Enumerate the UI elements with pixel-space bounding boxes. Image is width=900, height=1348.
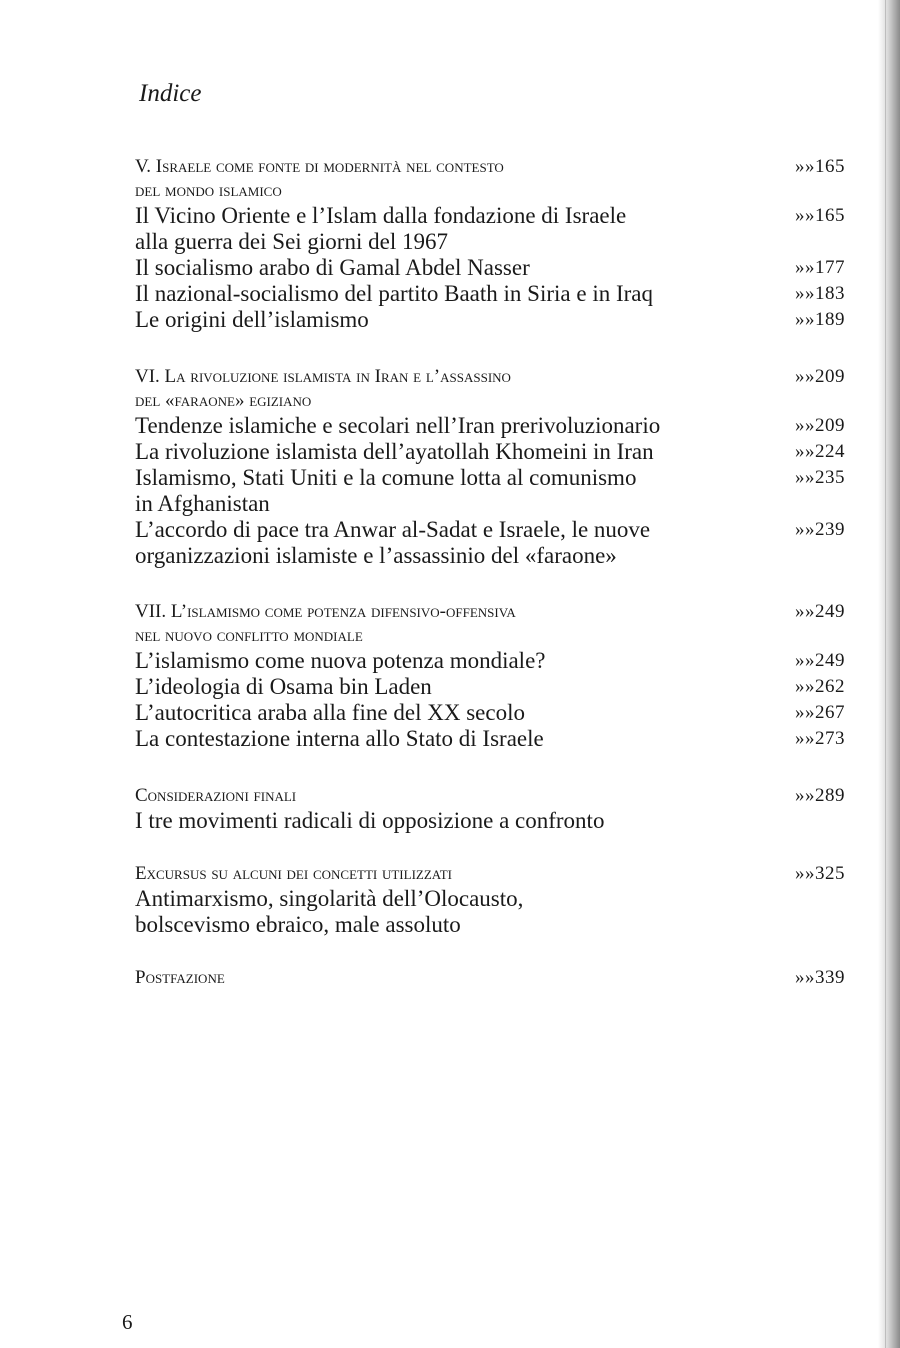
toc-heading-text: Considerazioni finali — [135, 785, 297, 806]
toc-page-number: »»209 — [795, 366, 845, 387]
toc-entry-text: Il nazional-socialismo del partito Baath in Siria e in Iraq — [135, 281, 653, 306]
toc-heading-text: del «faraone» egiziano — [135, 390, 312, 411]
toc-page-number: »»183 — [795, 283, 845, 304]
toc-entry-text: alla guerra dei Sei giorni del 1967 — [135, 229, 448, 254]
toc-heading-text: Postfazione — [135, 967, 225, 988]
toc-heading-line — [130, 155, 845, 179]
toc-heading-line — [130, 179, 845, 203]
toc-heading-line — [130, 624, 845, 648]
toc-entry-line — [130, 700, 845, 726]
toc-page-number: »»273 — [795, 728, 845, 749]
toc-page-number: »»177 — [795, 257, 845, 278]
toc-entry-text: L’ideologia di Osama bin Laden — [135, 674, 432, 699]
toc-page-number: »»235 — [795, 467, 845, 488]
toc-entry-line — [130, 808, 845, 834]
toc-section-v — [130, 155, 845, 333]
toc-section-vi — [130, 365, 845, 569]
toc-entry-text: Il socialismo arabo di Gamal Abdel Nasser — [135, 255, 530, 280]
toc-entry-line — [130, 439, 845, 465]
toc-entry-text: L’islamismo come nuova potenza mondiale? — [135, 648, 546, 673]
toc-page-number: »»262 — [795, 676, 845, 697]
toc-entry-text: Il Vicino Oriente e l’Islam dalla fondazione di Israele — [135, 203, 627, 228]
toc-entry-line — [130, 229, 845, 255]
toc-section-excursus — [130, 862, 845, 938]
toc-entry-line — [130, 465, 845, 491]
toc-page-number: »»249 — [795, 650, 845, 671]
toc-entry-text: L’autocritica araba alla fine del XX secolo — [135, 700, 525, 725]
page-edge-line — [885, 0, 886, 1348]
toc-entry-line — [130, 726, 845, 752]
toc-page-number: »»325 — [795, 863, 845, 884]
toc-entry-text: Antimarxismo, singolarità dell’Olocausto, — [135, 886, 524, 911]
toc-page-number: »»209 — [795, 415, 845, 436]
page-number: 6 — [122, 1310, 133, 1334]
toc-section-vii — [130, 600, 845, 752]
toc-entry-line — [130, 307, 845, 333]
toc-entry-text: La rivoluzione islamista dell’ayatollah Khomeini in Iran — [135, 439, 654, 464]
toc-entry-line — [130, 255, 845, 281]
toc-entry-line — [130, 517, 845, 543]
toc-page-number: »»224 — [795, 441, 845, 462]
toc-entry-text: I tre movimenti radicali di opposizione a confronto — [135, 808, 605, 833]
page-edge-shadow — [878, 0, 900, 1348]
toc-heading-line — [130, 600, 845, 624]
toc-page-number: »»289 — [795, 785, 845, 806]
toc-page-number: »»267 — [795, 702, 845, 723]
toc-heading-text: VI. La rivoluzione islamista in Iran e l’assassino — [135, 366, 511, 387]
toc-heading-text: nel nuovo conflitto mondiale — [135, 625, 363, 646]
toc-heading-line — [130, 389, 845, 413]
toc-page-number: »»165 — [795, 156, 845, 177]
toc-heading-line — [130, 784, 845, 808]
toc-entry-line — [130, 886, 845, 912]
toc-section-postfazione — [130, 966, 845, 990]
toc-entry-text: Le origini dell’islamismo — [135, 307, 369, 332]
toc-heading-line — [130, 365, 845, 389]
toc-entry-text: Tendenze islamiche e secolari nell’Iran prerivoluzionario — [135, 413, 661, 438]
toc-entry-line — [130, 648, 845, 674]
toc-entry-text: organizzazioni islamiste e l’assassinio del «faraone» — [135, 543, 617, 568]
toc-entry-line — [130, 281, 845, 307]
toc-heading-text: del mondo islamico — [135, 180, 282, 201]
toc-entry-text: in Afghanistan — [135, 491, 270, 516]
toc-entry-line — [130, 674, 845, 700]
toc-entry-line — [130, 543, 845, 569]
toc-entry-text: bolscevismo ebraico, male assoluto — [135, 912, 461, 937]
toc-page-number: »»189 — [795, 309, 845, 330]
toc-heading-text: VII. L’islamismo come potenza difensivo-offensiva — [135, 601, 516, 622]
toc-entry-line — [130, 203, 845, 229]
toc-page-number: »»165 — [795, 205, 845, 226]
toc-page-number: »»239 — [795, 519, 845, 540]
toc-entry-text: L’accordo di pace tra Anwar al-Sadat e Israele, le nuove — [135, 517, 651, 542]
toc-entry-line — [130, 491, 845, 517]
toc-page-number: »»339 — [795, 967, 845, 988]
toc-heading-line — [130, 862, 845, 886]
toc-page-number: »»249 — [795, 601, 845, 622]
toc-heading-line — [130, 966, 845, 990]
toc-entry-text: Islamismo, Stati Uniti e la comune lotta al comunismo — [135, 465, 637, 490]
toc-entry-line — [130, 413, 845, 439]
running-head: Indice — [139, 80, 202, 107]
toc-entry-line — [130, 912, 845, 938]
toc-heading-text: V. Israele come fonte di modernità nel contesto — [135, 156, 504, 177]
toc-heading-text: Excursus su alcuni dei concetti utilizzati — [135, 863, 453, 884]
toc-entry-text: La contestazione interna allo Stato di Israele — [135, 726, 544, 751]
toc-section-considerazioni — [130, 784, 845, 834]
